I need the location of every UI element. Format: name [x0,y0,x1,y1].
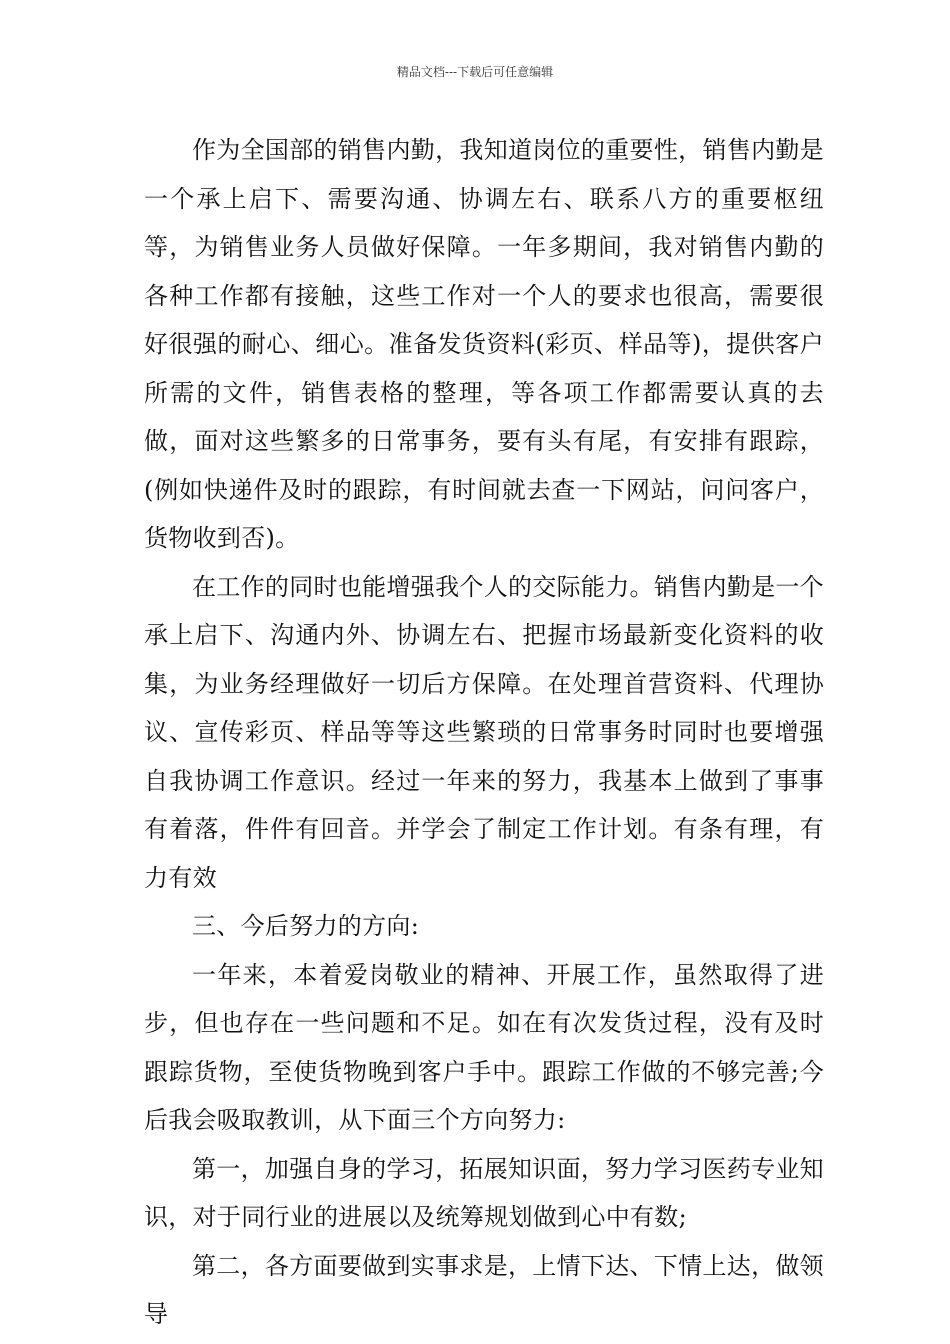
paragraph-shortcomings: 一年来，本着爱岗敬业的精神、开展工作，虽然取得了进步，但也存在一些问题和不足。如在有次发货过程，没有及时跟踪货物，至使货物晚到客户手中。跟踪工作做的不够完善;今后我会吸取教训，从下面三个方向努力: [144,960,824,1134]
paragraph-communication-skills: 在工作的同时也能增强我个人的交际能力。销售内勤是一个承上启下、沟通内外、协调左右、把握市场最新变化资料的收集，为业务经理做好一切后方保障。在处理首营资料、代理协议、宣传彩页、样品等等这些繁琐的日常事务时同时也要增强自我协调工作意识。经过一年来的努力，我基本上做到了事事有着落，件件有回音。并学会了制定工作计划。有条有理，有力有效 [144,572,824,892]
document-body [144,126,824,1339]
paragraph-first-point: 第一，加强自身的学习，拓展知识面，努力学习医药专业知识，对于同行业的进展以及统筹规划做到心中有数; [144,1154,824,1231]
section-heading-future-direction: 三、今后努力的方向: [192,912,420,940]
paragraph-sales-role: 作为全国部的销售内勤，我知道岗位的重要性，销售内勤是一个承上启下、需要沟通、协调左右、联系八方的重要枢纽等，为销售业务人员做好保障。一年多期间，我对销售内勤的各种工作都有接触，这些工作对一个人的要求也很高，需要很好很强的耐心、细心。准备发货资料(彩页、样品等)，提供客户所需的文件，销售表格的整理，等各项工作都需要认真的去做，面对这些繁多的日常事务，要有头有尾，有安排有跟踪，(例如快递件及时的跟踪，有时间就去查一下网站，问问客户，货物收到否)。 [144,136,824,552]
paragraph-second-point: 第二，各方面要做到实事求是，上情下达、下情上达，做领导 [144,1251,824,1328]
page-header: 精品文档---下载后可任意编辑 [396,65,554,79]
